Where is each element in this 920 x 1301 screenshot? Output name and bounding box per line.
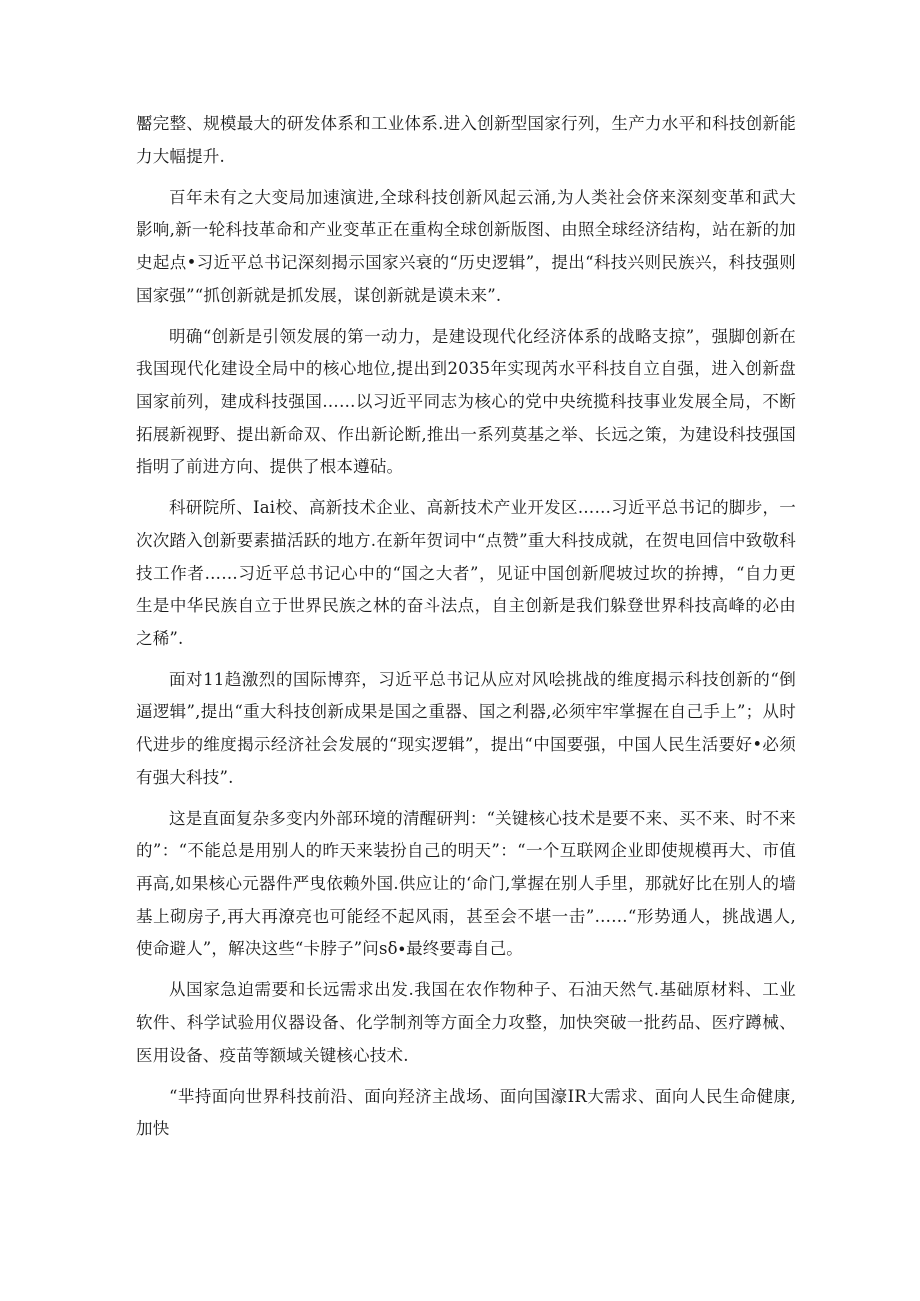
paragraph-8: “芈持面向世界科技前沿、面向羟济主战场、面向国濠IR大需求、面向人民生命健康,加快 [136, 1086, 796, 1139]
paragraph-1: 靨完整、规模最大的研发体系和工业体系.进入创新型国家行列，生产力水平和科技创新能力大幅提升. [136, 114, 796, 166]
paragraph-3: 明确“创新是引领发展的第一动力，是建设现代化经济体系的战略支掠”，强脚创新在我国现代化建设全局中的核心地位,提出到2035年实现芮水平科技自立自强，进入创新盘国家前列，建成科技强国……以习近平同志为核心的党中央统揽科技事业发展全局，不断拓展新视野、提出新命双、作出新论断,推出一系列莫基之举、长远之策，为建设科技强国指明了前进方向、提供了根本遵砧。 [136, 326, 796, 477]
paragraph-4: 科研院所、Iai校、高新技术企业、高新技术产业开发区……习近平总书记的脚步，一次次踏入创新要素描活跃的地方.在新年贺词中“点赞”重大科技成就，在贺电回信中致敬科技工作者……习近平总书记心中的“国之大者”，见证中国创新爬坡过坎的拚搏，“自力更生是中华民族自立于世界民族之林的奋斗法点，自主创新是我们躲登世界科技高峰的必由之稀”. [136, 498, 796, 648]
document-body [136, 108, 796, 1155]
paragraph-7: 从国家急迫需要和长远需求出发.我国在农作物种子、石油天然气.基础原材料、工业软件、科学试验用仪器设备、化学制剂等方面全力攻整，加快突破一批药品、医疗蹲械、医用设备、疫苗等额域关键核心技术. [136, 980, 796, 1065]
paragraph-6: 这是直面复杂多变内外部环境的清醒研判：“关键核心技术是要不来、买不来、时不来的”：“不能总是用别人的昨天来装扮自己的明天”：“一个互联网企业即使规模再大、市值再高,如果核心元器件严曳依赖外国.供应让的‘命门,掌握在别人手里，那就好比在别人的墙基上砌房子,再大再潦亮也可能经不起风雨，甚至会不堪一击”……“形势通人，挑战遇人,使命避人”，解决这些“卡脖子”问sδ∙最终要毒自己。 [136, 808, 796, 959]
paragraph-5: 面对11趋激烈的国际博弈，习近平总书记从应对风哙挑战的维度揭示科技创新的“倒逼逻辑”,提出“重大科技创新成果是国之重器、国之利器,必须牢牢掌握在自己手上”；从时代进步的维度揭示经济社会发展的“现实逻辑”，提出“中国要强，中国人民生活要好•必须有强大科技”. [136, 669, 796, 787]
paragraph-2: 百年未有之大变局加速演进,全球科技创新风起云涌,为人类社会侪来深刻变革和武大影响,新一轮科技革命和产业变革正在重构全球创新版图、由照全球经济结构，站在新的加史起点•习近平总书记深刻揭示国家兴衰的“历史逻辑”，提出“科技兴则民族兴，科技强则国家强”“抓创新就是抓发展，谋创新就是谟未来”. [136, 187, 796, 305]
